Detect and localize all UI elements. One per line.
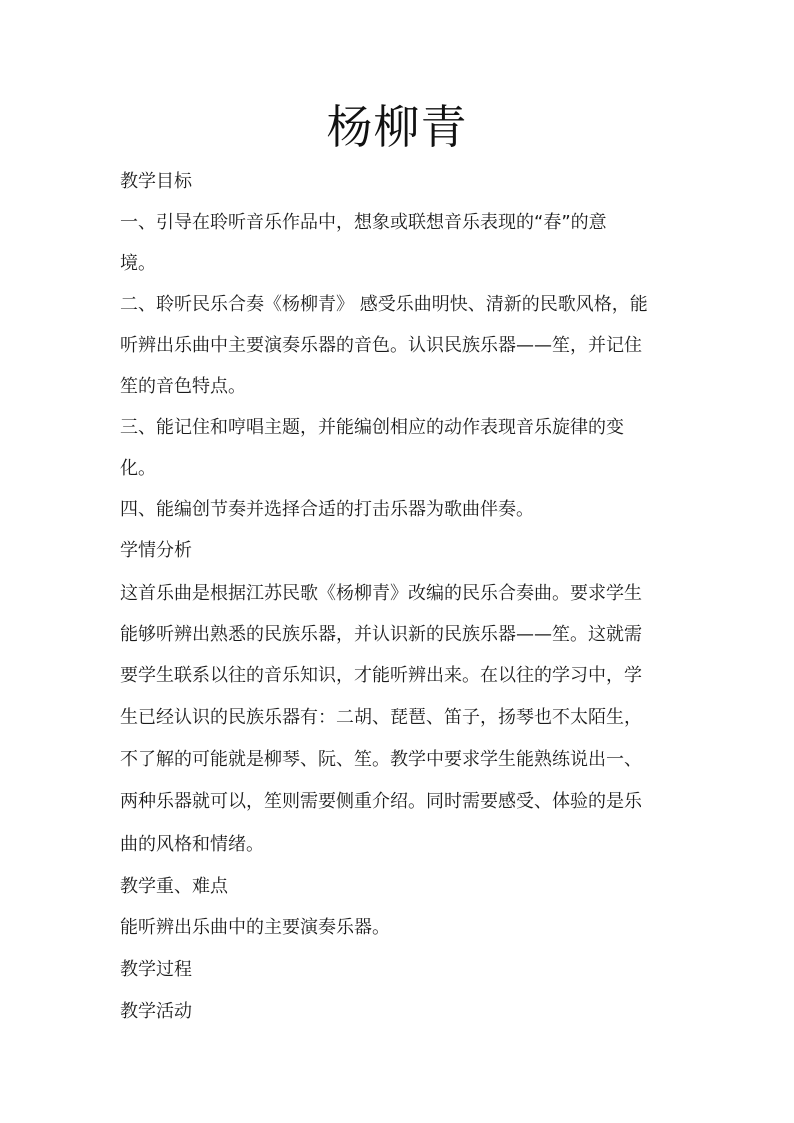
heading-teaching-activities: 教学活动 bbox=[120, 1001, 192, 1022]
goal-2-line-2: 听辨出乐曲中主要演奏乐器的音色。认识民族乐器——笙，并记住 bbox=[120, 335, 642, 356]
analysis-line-2: 能够听辨出熟悉的民族乐器，并认识新的民族乐器——笙。这就需 bbox=[120, 624, 642, 645]
goal-1-line-1: 一、引导在聆听音乐作品中，想象或联想音乐表现的“春”的意 bbox=[120, 212, 607, 233]
analysis-line-3: 要学生联系以往的音乐知识，才能听辨出来。在以往的学习中，学 bbox=[120, 665, 642, 686]
heading-key-points: 教学重、难点 bbox=[120, 876, 228, 897]
analysis-line-5: 不了解的可能就是柳琴、阮、笙。教学中要求学生能熟练说出一、 bbox=[120, 749, 642, 770]
goal-3-line-1: 三、能记住和哼唱主题，并能编创相应的动作表现音乐旋律的变 bbox=[120, 417, 624, 438]
analysis-line-1: 这首乐曲是根据江苏民歌《杨柳青》改编的民乐合奏曲。要求学生 bbox=[120, 583, 642, 604]
heading-learner-analysis: 学情分析 bbox=[120, 540, 192, 561]
document-title: 杨柳青 bbox=[326, 100, 468, 154]
heading-teaching-process: 教学过程 bbox=[120, 959, 192, 980]
analysis-line-4: 生已经认识的民族乐器有：二胡、琵琶、笛子，扬琴也不太陌生， bbox=[120, 707, 642, 728]
goal-2-line-1: 二、聆听民乐合奏《杨柳青》 感受乐曲明快、清新的民歌风格，能 bbox=[120, 294, 648, 315]
analysis-line-7: 曲的风格和情绪。 bbox=[120, 834, 264, 855]
goal-1-line-2: 境。 bbox=[120, 253, 156, 274]
analysis-line-6: 两种乐器就可以，笙则需要侧重介绍。同时需要感受、体验的是乐 bbox=[120, 791, 642, 812]
heading-teaching-goals: 教学目标 bbox=[120, 171, 192, 192]
goal-2-line-3: 笙的音色特点。 bbox=[120, 376, 246, 397]
key-points-text: 能听辨出乐曲中的主要演奏乐器。 bbox=[120, 917, 390, 938]
goal-4: 四、能编创节奏并选择合适的打击乐器为歌曲伴奏。 bbox=[120, 499, 534, 520]
goal-3-line-2: 化。 bbox=[120, 458, 156, 479]
